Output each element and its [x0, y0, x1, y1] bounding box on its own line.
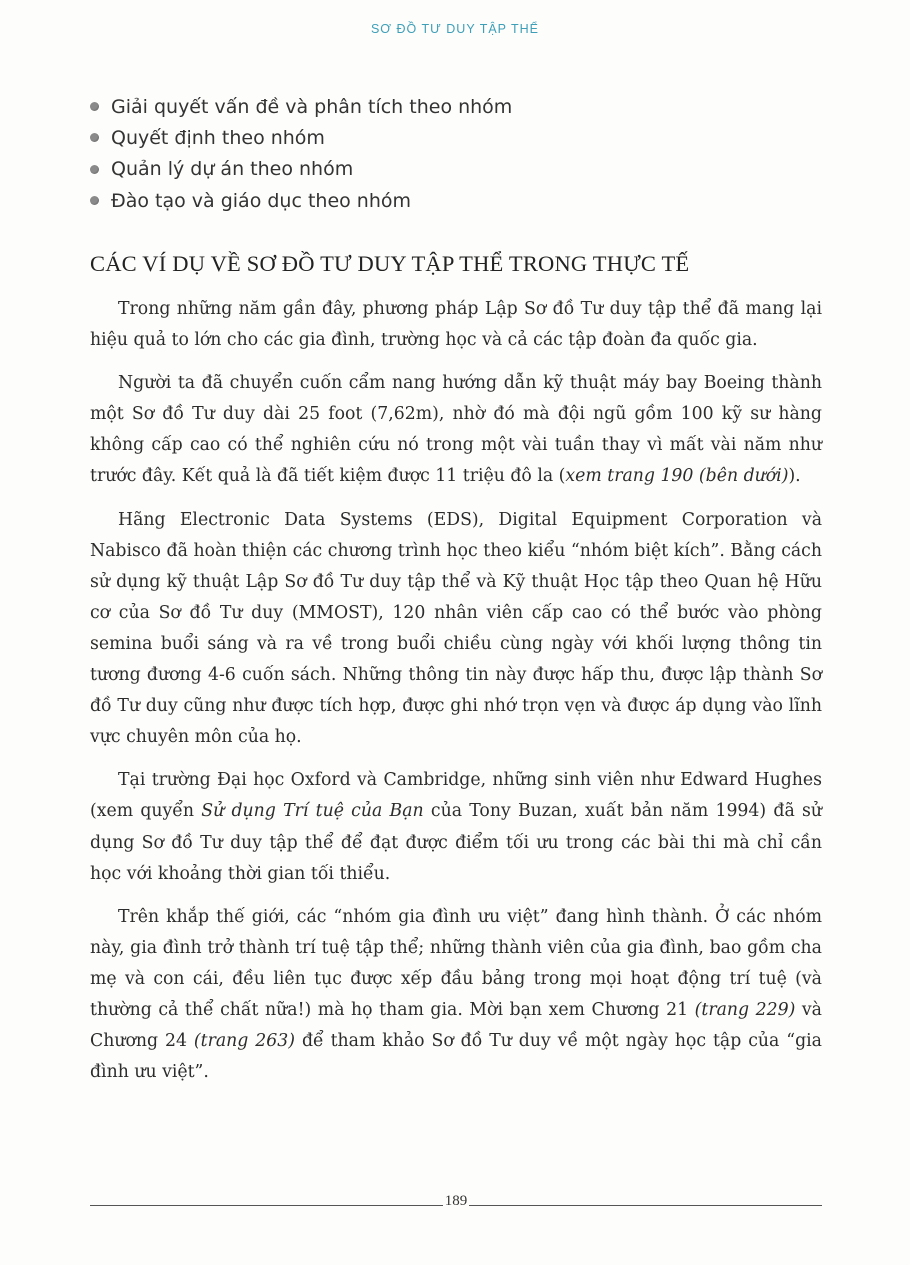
bullet-list — [90, 91, 512, 216]
page-reference: (trang 263) — [193, 1031, 296, 1052]
footer-rule-left — [90, 1205, 443, 1206]
paragraph-text: Tại trường Đại học Oxford và Cambridge, những sinh viên như Edward Hughes (xem quyển — [90, 770, 822, 822]
list-item — [90, 185, 512, 216]
footer-rule-right — [469, 1205, 822, 1206]
section-heading: CÁC VÍ DỤ VỀ SƠ ĐỒ TƯ DUY TẬP THỂ TRONG THỰC TẾ — [90, 251, 690, 276]
page-footer — [90, 1193, 822, 1214]
paragraph-text: ). — [788, 466, 801, 487]
bullet-text: Quyết định theo nhóm — [111, 126, 325, 149]
page-reference: (trang 229) — [694, 999, 796, 1020]
bullet-text: Đào tạo và giáo dục theo nhóm — [111, 189, 412, 212]
paragraph-text: Người ta đã chuyển cuốn cẩm nang hướng dẫn kỹ thuật máy bay Boeing thành một Sơ đồ Tư duy dài 25 foot (7,62m), nhờ đó mà đội ngũ gồm 100 kỹ sư hàng không cấp cao có thể nghiên cứu nó trong một vài tuần thay vì mất vài năm như trước đây. Kết quả là đã tiết kiệm được 11 triệu đô la ( — [90, 373, 822, 487]
bullet-icon — [90, 165, 99, 174]
list-item — [90, 122, 512, 153]
paragraph-oxford — [90, 765, 822, 889]
bullet-icon — [90, 102, 99, 111]
paragraph-text: để tham khảo Sơ đồ Tư duy về một ngày học tập của “gia đình ưu việt”. — [90, 1031, 822, 1083]
paragraph-text: Trên khắp thế giới, các “nhóm gia đình ưu việt” đang hình thành. Ở các nhóm này, gia đình trở thành trí tuệ tập thể; những thành viên của gia đình, bao gồm cha mẹ và con cái, đều liên tục được xếp đầu bảng trong mọi hoạt động trí tuệ (và thường cả thể chất nữa!) mà họ tham gia. Mời bạn xem Chương 21 — [90, 906, 822, 1020]
paragraph-intro: Trong những năm gần đây, phương pháp Lập Sơ đồ Tư duy tập thể đã mang lại hiệu quả to lớn cho các gia đình, trường học và cả các tập đoàn đa quốc gia. — [90, 299, 822, 351]
paragraph-family — [90, 902, 822, 1089]
list-item — [90, 154, 512, 185]
body-text — [90, 294, 822, 1100]
paragraph-boeing — [90, 368, 822, 492]
bullet-icon — [90, 196, 99, 205]
page-number: 189 — [444, 1193, 468, 1209]
list-item — [90, 91, 512, 122]
page-reference: xem trang 190 (bên dưới) — [565, 466, 789, 487]
paragraph-eds: Hãng Electronic Data Systems (EDS), Digital Equipment Corporation và Nabisco đã hoàn thiện các chương trình học theo kiểu “nhóm biệt kích”. Bằng cách sử dụng kỹ thuật Lập Sơ đồ Tư duy tập thể và Kỹ thuật Học tập theo Quan hệ Hữu cơ của Sơ đồ Tư duy (MMOST), 120 nhân viên cấp cao có thể bước vào phòng semina buổi sáng và ra về trong buổi chiều cùng ngày với khối lượng thông tin tương đương 4-6 cuốn sách. Những thông tin này được hấp thu, được lập thành Sơ đồ Tư duy cũng như được tích hợp, được ghi nhớ trọn vẹn và được áp dụng vào lĩnh vực chuyên môn của họ. — [90, 509, 822, 748]
running-header: SƠ ĐỒ TƯ DUY TẬP THỂ — [370, 22, 540, 36]
bullet-icon — [90, 133, 99, 142]
book-title: Sử dụng Trí tuệ của Bạn — [201, 801, 424, 822]
paragraph-text: và Chương 24 — [90, 999, 822, 1052]
bullet-text: Quản lý dự án theo nhóm — [111, 158, 354, 181]
paragraph-text: của Tony Buzan, xuất bản năm 1994) đã sử dụng Sơ đồ Tư duy tập thể để đạt được điểm tối ưu trong các bài thi mà chỉ cần học với khoảng thời gian tối thiểu. — [90, 801, 822, 884]
bullet-text: Giải quyết vấn đề và phân tích theo nhóm — [111, 95, 513, 118]
